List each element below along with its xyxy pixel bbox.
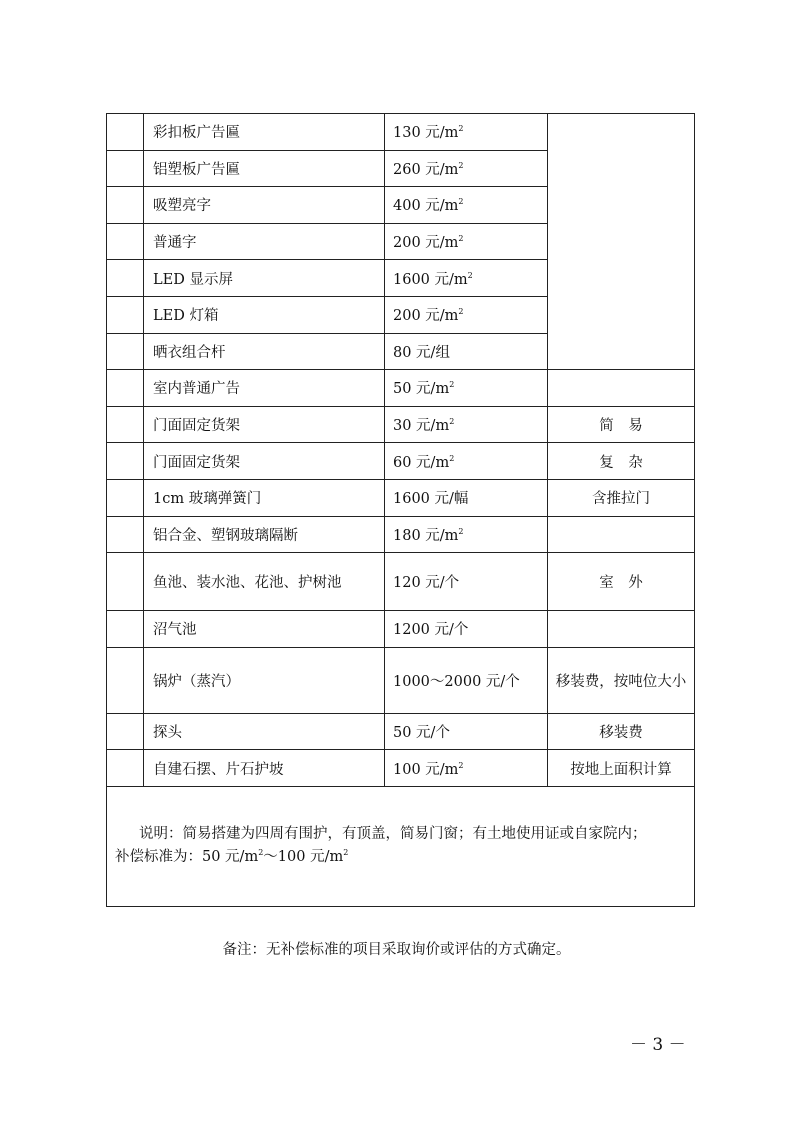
index-cell <box>107 223 144 260</box>
explanation-line-1: 说明：简易搭建为四周有围护，有顶盖，简易门窗；有土地使用证或自家院内； <box>139 826 647 843</box>
index-cell <box>107 150 144 187</box>
item-price: 1600 元/幅 <box>385 479 548 516</box>
index-cell <box>107 296 144 333</box>
index-cell <box>107 187 144 224</box>
item-price: 60 元$/m^2$ <box>385 443 548 480</box>
item-note: 移装费，按吨位大小 <box>548 647 695 713</box>
table-row <box>107 114 695 151</box>
item-name: 1cm 玻璃弹簧门 <box>144 479 385 516</box>
item-price: 400 元$/m^2$ <box>385 187 548 224</box>
index-cell <box>107 333 144 370</box>
item-price: 120 元/个 <box>385 553 548 611</box>
index-cell <box>107 713 144 750</box>
item-note: 简 易 <box>548 406 695 443</box>
item-name: 鱼池、装水池、花池、护树池 <box>144 553 385 611</box>
index-cell <box>107 114 144 151</box>
table-row <box>107 370 695 407</box>
table-row <box>107 406 695 443</box>
item-note: 室 外 <box>548 553 695 611</box>
item-price: 200 元$/m^2$ <box>385 223 548 260</box>
item-price: 130 元$/m^2$ <box>385 114 548 151</box>
explanation-line-2: 补偿标准为：50 元$/m^2\sim 100$ 元$/m^2$ <box>115 848 349 866</box>
table-row <box>107 647 695 713</box>
item-price: 1000～2000 元/个 <box>385 647 548 713</box>
table-row <box>107 516 695 553</box>
table-row <box>107 713 695 750</box>
index-cell <box>107 479 144 516</box>
item-name: 门面固定货架 <box>144 443 385 480</box>
item-price: 50 元$/m^2$ <box>385 370 548 407</box>
index-cell <box>107 647 144 713</box>
index-cell <box>107 553 144 611</box>
item-price: 30 元$/m^2$ <box>385 406 548 443</box>
item-name: 沼气池 <box>144 611 385 648</box>
table-row <box>107 750 695 787</box>
item-note: 复 杂 <box>548 443 695 480</box>
page-number: － 3 － <box>630 1035 686 1055</box>
index-cell <box>107 516 144 553</box>
item-note <box>548 370 695 407</box>
table-row <box>107 443 695 480</box>
item-name: 铝塑板广告匾 <box>144 150 385 187</box>
table-row <box>107 611 695 648</box>
item-name: LED 灯箱 <box>144 296 385 333</box>
item-price: 180 元$/m^2$ <box>385 516 548 553</box>
index-cell <box>107 750 144 787</box>
item-name: 铝合金、塑钢玻璃隔断 <box>144 516 385 553</box>
item-price: 260 元$/m^2$ <box>385 150 548 187</box>
table-row <box>107 479 695 516</box>
item-name: 普通字 <box>144 223 385 260</box>
item-price: 50 元/个 <box>385 713 548 750</box>
item-name: LED 显示屏 <box>144 260 385 297</box>
item-note: 按地上面积计算 <box>548 750 695 787</box>
table-row <box>107 553 695 611</box>
item-price: 80 元/组 <box>385 333 548 370</box>
index-cell <box>107 443 144 480</box>
item-note: 含推拉门 <box>548 479 695 516</box>
item-name: 室内普通广告 <box>144 370 385 407</box>
index-cell <box>107 260 144 297</box>
item-price: 1600 元$/m^2$ <box>385 260 548 297</box>
item-name: 吸塑亮字 <box>144 187 385 224</box>
item-price: 100 元$/m^2$ <box>385 750 548 787</box>
remark: 备注：无补偿标准的项目采取询价或评估的方式确定。 <box>222 942 571 958</box>
compensation-table <box>106 113 695 907</box>
item-name: 探头 <box>144 713 385 750</box>
item-name: 彩扣板广告匾 <box>144 114 385 151</box>
item-price: 1200 元/个 <box>385 611 548 648</box>
item-name: 锅炉（蒸汽） <box>144 647 385 713</box>
index-cell <box>107 611 144 648</box>
item-price: 200 元$/m^2$ <box>385 296 548 333</box>
item-note: 移装费 <box>548 713 695 750</box>
item-note <box>548 611 695 648</box>
item-name: 门面固定货架 <box>144 406 385 443</box>
explanation-row <box>107 786 695 906</box>
item-note-merged <box>548 114 695 370</box>
item-name: 自建石摆、片石护坡 <box>144 750 385 787</box>
index-cell <box>107 406 144 443</box>
explanation-cell <box>107 786 695 906</box>
index-cell <box>107 370 144 407</box>
item-note <box>548 516 695 553</box>
item-name: 晒衣组合杆 <box>144 333 385 370</box>
